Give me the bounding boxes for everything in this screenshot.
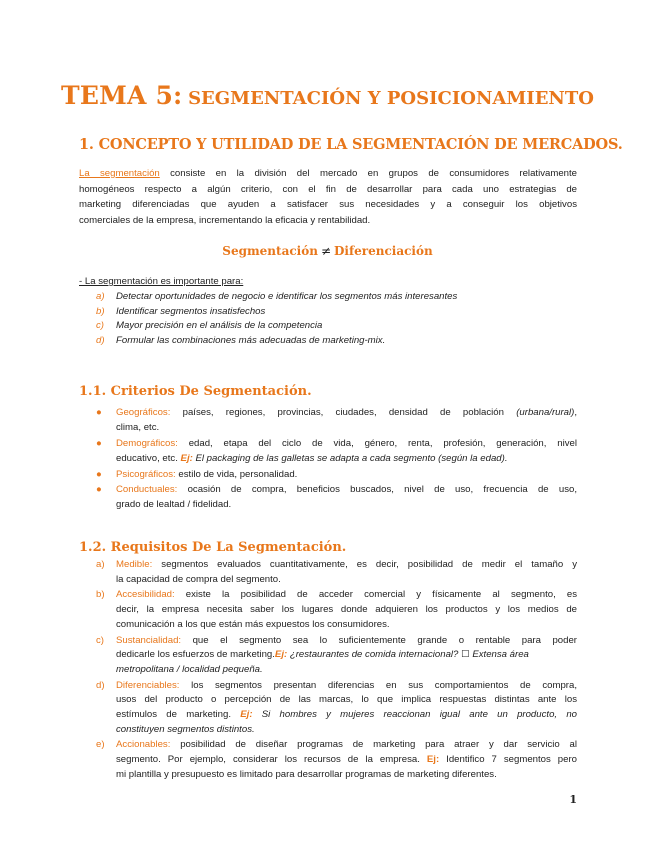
list-item: d) Diferenciables: los segmentos presentan diferencias en sus comportamientos de compra, usos del producto o percepción de las marcas, lo que implica respuestas distintas ante los estímulos de marketing. Ej: Si hombres y mujeres reaccionan igual ante un producto, no constituyen segmentos distintos. <box>96 679 577 735</box>
importance-list <box>96 290 457 348</box>
section1-heading: 1. CONCEPTO Y UTILIDAD DE LA SEGMENTACIÓN DE MERCADOS. <box>79 136 623 153</box>
list-item: b) Accesibilidad: existe la posibilidad de acceder comercial y físicamente al segmento, es decir, la empresa necesita saber los lugares donde adquieren los productos y los medios de comunicación a los que están más expuestos los consumidores. <box>96 589 577 630</box>
list-item: c) Sustancialidad: que el segmento sea lo suficientemente grande o rentable para poder dedicarle los esfuerzos de marketing.Ej: ¿restaurantes de comida internacional? ☐ Extensa área metropolitana / localidad pequeña. <box>96 634 577 675</box>
bullet-icon: ● <box>96 484 102 496</box>
bullet-icon: ● <box>96 407 102 418</box>
list-item: b) Identificar segmentos insatisfechos <box>96 305 266 317</box>
section11-heading: 1.1. Criterios De Segmentación. <box>79 384 312 399</box>
list-item: d) Formular las combinaciones más adecuadas de marketing-mix. <box>96 334 386 346</box>
section12-heading: 1.2. Requisitos De La Segmentación. <box>79 540 347 555</box>
criteria-list <box>96 405 577 513</box>
list-item: a) Medible: segmentos evaluados cuantitativamente, es decir, posibilidad de medir el tamaño y la capacidad de compra del segmento. <box>96 559 577 585</box>
title-main: SEGMENTACIÓN Y POSICIONAMIENTO <box>188 88 594 109</box>
page-title <box>0 81 655 110</box>
list-item: a) Detectar oportunidades de negocio e identificar los segmentos más interesantes <box>96 291 458 302</box>
title-prefix: TEMA 5: <box>61 81 183 110</box>
requirements-list <box>96 558 577 784</box>
bullet-icon: ● <box>96 468 102 480</box>
list-item: ● Demográficos: edad, etapa del ciclo de vida, género, renta, profesión, generación, nivel educativo, etc. Ej: El packaging de las galletas se adapta a cada segmento (según la edad). <box>96 437 577 465</box>
not-equal-symbol: ≠ <box>320 244 332 258</box>
list-item: e) Accionables: posibilidad de diseñar programas de marketing para atraer y dar servicio al segmento. Por ejemplo, considerar los recursos de la empresa. Ej: Identifico 7 segmentos pero mi plantilla y presupuesto es limitado para desarrollar programas de marketing diferentes. <box>96 739 577 780</box>
bullet-icon: ● <box>96 437 102 449</box>
definition-paragraph: La segmentación consiste en la división del mercado en grupos de consumidores relativamente homogéneos respecto a algún criterio, con el fin de desarrollar para cada uno estrategias de marketing diferenciadas que ayuden a satisfacer sus necesidades y a conseguir los objetivos comerciales de la empresa, incrementando la eficacia y rentabilidad. <box>79 168 577 226</box>
list-item: c) Mayor precisión en el análisis de la competencia <box>96 320 323 331</box>
list-item: ● Psicográficos: estilo de vida, personalidad. <box>96 467 577 482</box>
list-item: ● Conductuales: ocasión de compra, beneficios buscados, nivel de uso, frecuencia de uso, grado de lealtad / fidelidad. <box>96 484 577 511</box>
list-item: ● Geográficos: países, regiones, provincias, ciudades, densidad de población (urbana/rural), clima, etc. <box>96 407 578 434</box>
definition-term: La segmentación <box>79 168 160 179</box>
segmentation-vs-differentiation: Segmentación ≠ Diferenciación <box>222 244 433 258</box>
page-number: 1 <box>569 793 577 806</box>
checkbox-icon: ☐ <box>461 649 470 661</box>
importance-intro: - La segmentación es importante para: <box>79 276 244 287</box>
